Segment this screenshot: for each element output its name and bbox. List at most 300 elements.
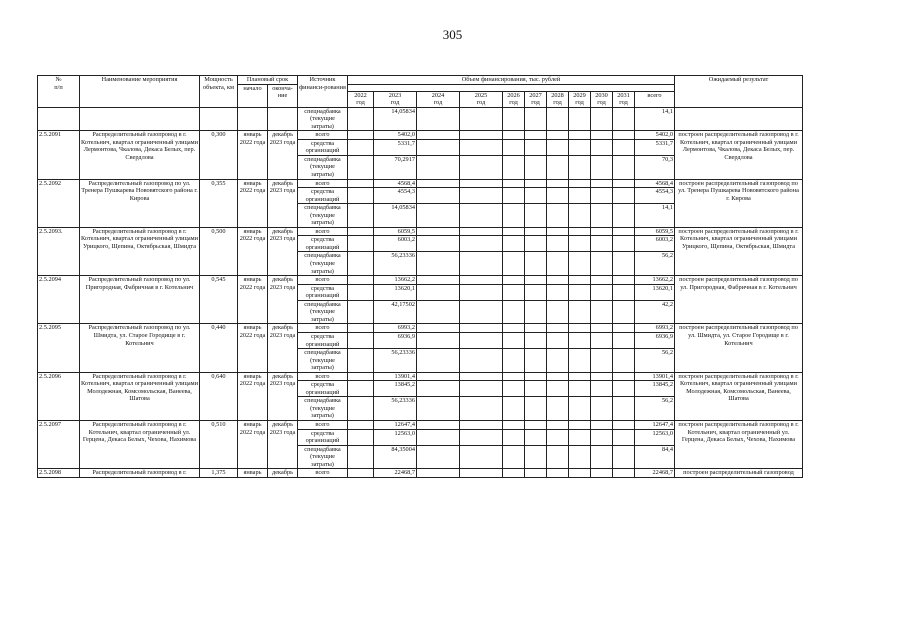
year-cell (348, 179, 374, 188)
year-cell (417, 445, 460, 469)
year-2023-cell: 6003,2 (374, 236, 417, 252)
source-cell: спецнадбавка (текущие затраты) (298, 300, 348, 324)
year-cell (591, 332, 613, 348)
year-cell (569, 445, 591, 469)
year-cell (547, 429, 569, 445)
item-result: построен распределительный газопровод в г. Котельнич, квартал ограниченный улицами Молодежная, Комсомольская, Ванеева, Шатова (675, 372, 803, 420)
year-cell (348, 188, 374, 204)
year-cell (525, 107, 547, 131)
total-cell: 6936,9 (635, 332, 675, 348)
item-capacity: 0,300 (200, 131, 238, 179)
year-cell (613, 188, 635, 204)
item-name: Распределительный газопровод по ул. Пригородная, Фабричная в г. Котельнич (80, 276, 200, 324)
year-cell (417, 332, 460, 348)
source-cell: всего (298, 324, 348, 333)
year-cell (348, 349, 374, 373)
year-cell (613, 469, 635, 478)
year-cell (613, 332, 635, 348)
year-cell (417, 188, 460, 204)
year-cell (348, 445, 374, 469)
year-cell (417, 420, 460, 429)
year-cell (460, 107, 503, 131)
source-cell: спецнадбавка (текущие затраты) (298, 107, 348, 131)
year-cell (569, 188, 591, 204)
year-cell (503, 276, 525, 285)
total-cell: 6993,2 (635, 324, 675, 333)
item-start: январь 2022 года (238, 179, 268, 227)
item-name: Распределительный газопровод в г. Котельнич, квартал ограниченный ул. Герцена, Декаса Белых, Чехова, Нахимова (80, 420, 200, 468)
item-name: Распределительный газопровод в г. Котельнич, квартал ограниченный улицами Урицкого, Щепина, Октябрьская, Шмидта (80, 227, 200, 275)
year-cell (547, 372, 569, 381)
year-cell (503, 349, 525, 373)
year-cell (525, 429, 547, 445)
item-result: построен распределительный газопровод по ул. Шмидта, ул. Старое Городище в г. Котельнич (675, 324, 803, 372)
year-2023-cell: 56,23336 (374, 349, 417, 373)
item-number: 2.5.2095 (38, 324, 80, 372)
year-2023-cell: 13845,2 (374, 381, 417, 397)
year-2023-cell: 5331,7 (374, 139, 417, 155)
year-2023-cell: 56,23336 (374, 252, 417, 276)
item-result: построен распределительный газопровод в г. Котельнич, квартал ограниченный ул. Герцена, Декаса Белых, Чехова, Нахимова (675, 420, 803, 468)
year-cell (460, 469, 503, 478)
year-cell (525, 179, 547, 188)
header-end: оконча-ние (268, 84, 298, 107)
year-cell (591, 204, 613, 228)
year-cell (503, 131, 525, 140)
year-cell (503, 252, 525, 276)
year-cell (348, 300, 374, 324)
total-cell: 13901,4 (635, 372, 675, 381)
year-cell (348, 332, 374, 348)
year-cell (460, 204, 503, 228)
item-number: 2.5.2098 (38, 469, 80, 478)
year-cell (503, 420, 525, 429)
year-cell (460, 227, 503, 236)
year-cell (503, 227, 525, 236)
item-result: построен распределительный газопровод (675, 469, 803, 478)
year-cell (591, 429, 613, 445)
year-cell (613, 179, 635, 188)
year-cell (569, 397, 591, 421)
year-cell (348, 252, 374, 276)
total-cell: 14,1 (635, 204, 675, 228)
year-cell (460, 324, 503, 333)
year-cell (348, 397, 374, 421)
year-cell (417, 131, 460, 140)
year-cell (417, 284, 460, 300)
year-cell (569, 300, 591, 324)
year-2023-cell: 13662,2 (374, 276, 417, 285)
year-cell (569, 107, 591, 131)
item-number: 2.5.2094 (38, 276, 80, 324)
year-cell (591, 188, 613, 204)
source-cell: средства организаций (298, 332, 348, 348)
year-cell (569, 349, 591, 373)
year-cell (348, 139, 374, 155)
year-cell (460, 131, 503, 140)
year-cell (569, 372, 591, 381)
year-cell (348, 372, 374, 381)
item-start: январь 2022 года (238, 372, 268, 420)
year-cell (569, 284, 591, 300)
item-number: 2.5.2093. (38, 227, 80, 275)
year-cell (460, 188, 503, 204)
year-cell (417, 372, 460, 381)
year-cell (417, 349, 460, 373)
year-cell (569, 131, 591, 140)
year-cell (503, 155, 525, 179)
table-row (38, 227, 803, 236)
total-cell: 6059,5 (635, 227, 675, 236)
year-cell (417, 469, 460, 478)
item-start: январь 2022 года (238, 227, 268, 275)
year-cell (613, 445, 635, 469)
financing-table (37, 75, 803, 478)
table-row (38, 324, 803, 333)
year-cell (348, 276, 374, 285)
year-cell (525, 284, 547, 300)
year-cell (547, 179, 569, 188)
item-number: 2.5.2096 (38, 372, 80, 420)
year-cell (460, 284, 503, 300)
total-cell: 14,1 (635, 107, 675, 131)
year-2023-cell: 14,05834 (374, 107, 417, 131)
item-number: 2.5.2091 (38, 131, 80, 179)
year-cell (591, 276, 613, 285)
year-cell (613, 204, 635, 228)
year-2023-cell: 5402,0 (374, 131, 417, 140)
year-cell (460, 179, 503, 188)
total-cell: 5331,7 (635, 139, 675, 155)
year-cell (417, 397, 460, 421)
result-cell (675, 107, 803, 131)
year-cell (591, 349, 613, 373)
year-cell (569, 227, 591, 236)
year-cell (591, 300, 613, 324)
year-cell (547, 349, 569, 373)
year-cell (348, 227, 374, 236)
item-capacity: 0,500 (200, 227, 238, 275)
item-capacity: 0,545 (200, 276, 238, 324)
year-cell (460, 420, 503, 429)
year-cell (591, 284, 613, 300)
year-cell (569, 204, 591, 228)
year-cell (417, 324, 460, 333)
table-row (38, 420, 803, 429)
header-volume-spacer (348, 84, 675, 91)
year-cell (525, 420, 547, 429)
year-cell (460, 381, 503, 397)
item-end: декабрь 2023 года (268, 227, 298, 275)
year-cell (417, 429, 460, 445)
year-cell (525, 227, 547, 236)
header-year: 2030 год (591, 91, 613, 107)
item-capacity: 0,355 (200, 179, 238, 227)
item-capacity: 0,640 (200, 372, 238, 420)
header-num: № п/п (38, 76, 80, 108)
total-cell: 56,2 (635, 252, 675, 276)
year-2023-cell: 12647,4 (374, 420, 417, 429)
year-cell (348, 155, 374, 179)
year-cell (613, 372, 635, 381)
year-cell (569, 179, 591, 188)
year-cell (547, 276, 569, 285)
year-cell (591, 227, 613, 236)
source-cell: всего (298, 131, 348, 140)
year-cell (460, 236, 503, 252)
year-cell (348, 469, 374, 478)
source-cell: спецнадбавка (текущие затраты) (298, 204, 348, 228)
total-cell: 13620,1 (635, 284, 675, 300)
year-cell (503, 372, 525, 381)
header-deadline: Плановый срок (238, 76, 298, 85)
year-cell (613, 397, 635, 421)
source-cell: средства организаций (298, 284, 348, 300)
item-end: декабрь (268, 469, 298, 478)
year-cell (348, 204, 374, 228)
table-row (38, 469, 803, 478)
year-2023-cell: 70,2917 (374, 155, 417, 179)
year-cell (525, 381, 547, 397)
item-capacity: 1,375 (200, 469, 238, 478)
item-result: построен распределительный газопровод в г. Котельнич, квартал ограниченный улицами Урицкого, Щепина, Октябрьская, Шмидта (675, 227, 803, 275)
total-cell: 5402,0 (635, 131, 675, 140)
empty-cell (238, 107, 268, 131)
source-cell: всего (298, 179, 348, 188)
year-cell (417, 227, 460, 236)
year-cell (569, 429, 591, 445)
source-cell: спецнадбавка (текущие затраты) (298, 445, 348, 469)
year-cell (503, 324, 525, 333)
year-cell (591, 324, 613, 333)
year-cell (591, 469, 613, 478)
year-cell (613, 107, 635, 131)
header-year: 2026 год (503, 91, 525, 107)
year-cell (613, 300, 635, 324)
item-start: январь 2022 года (238, 276, 268, 324)
year-2023-cell: 6993,2 (374, 324, 417, 333)
year-cell (460, 332, 503, 348)
year-cell (569, 381, 591, 397)
year-2023-cell: 6936,9 (374, 332, 417, 348)
year-2023-cell: 13620,1 (374, 284, 417, 300)
total-cell: 22468,7 (635, 469, 675, 478)
header-year: 2023 год (374, 91, 417, 107)
year-cell (547, 252, 569, 276)
year-cell (613, 155, 635, 179)
year-cell (613, 420, 635, 429)
item-end: декабрь 2023 года (268, 276, 298, 324)
year-2023-cell: 84,35004 (374, 445, 417, 469)
empty-cell (200, 107, 238, 131)
year-cell (591, 179, 613, 188)
year-cell (460, 397, 503, 421)
year-cell (348, 381, 374, 397)
header-name: Наименование мероприятия (80, 76, 200, 108)
year-cell (525, 332, 547, 348)
year-cell (591, 236, 613, 252)
year-cell (547, 107, 569, 131)
year-cell (569, 155, 591, 179)
item-start: январь (238, 469, 268, 478)
year-cell (547, 324, 569, 333)
year-cell (591, 445, 613, 469)
item-capacity: 0,510 (200, 420, 238, 468)
year-cell (525, 397, 547, 421)
year-cell (503, 107, 525, 131)
item-name: Распределительный газопровод в г. Котельнич, квартал ограниченный улицами Лермонтова, Чкалова, Декаса Белых, пер. Свердлова (80, 131, 200, 179)
total-cell: 13662,2 (635, 276, 675, 285)
year-cell (348, 420, 374, 429)
item-number: 2.5.2097 (38, 420, 80, 468)
year-cell (460, 139, 503, 155)
year-cell (547, 332, 569, 348)
item-end: декабрь 2023 года (268, 179, 298, 227)
source-cell: средства организаций (298, 188, 348, 204)
source-cell: средства организаций (298, 429, 348, 445)
header-year: 2029 год (569, 91, 591, 107)
item-end: декабрь 2023 года (268, 420, 298, 468)
header-volume: Объем финансирования, тыс. рублей (348, 76, 675, 85)
source-cell: всего (298, 420, 348, 429)
total-cell: 6003,2 (635, 236, 675, 252)
year-cell (569, 236, 591, 252)
year-cell (613, 252, 635, 276)
year-cell (569, 252, 591, 276)
year-cell (569, 139, 591, 155)
year-cell (503, 445, 525, 469)
header-start: начало (238, 84, 268, 107)
year-cell (460, 349, 503, 373)
year-cell (417, 300, 460, 324)
source-cell: средства организаций (298, 381, 348, 397)
year-cell (547, 381, 569, 397)
year-cell (569, 332, 591, 348)
year-cell (547, 227, 569, 236)
source-cell: спецнадбавка (текущие затраты) (298, 397, 348, 421)
year-cell (547, 469, 569, 478)
item-capacity: 0,440 (200, 324, 238, 372)
empty-cell (38, 107, 80, 131)
year-cell (525, 324, 547, 333)
source-cell: спецнадбавка (текущие затраты) (298, 349, 348, 373)
table-row (38, 179, 803, 188)
page-number: 305 (442, 27, 463, 42)
year-cell (460, 300, 503, 324)
source-cell: всего (298, 469, 348, 478)
year-cell (547, 420, 569, 429)
source-cell: всего (298, 227, 348, 236)
table-body (38, 107, 803, 477)
year-cell (417, 155, 460, 179)
year-cell (460, 429, 503, 445)
year-cell (591, 252, 613, 276)
year-cell (569, 324, 591, 333)
year-cell (613, 276, 635, 285)
year-cell (591, 139, 613, 155)
year-cell (525, 349, 547, 373)
year-cell (348, 429, 374, 445)
year-cell (547, 236, 569, 252)
total-cell: 56,2 (635, 349, 675, 373)
item-number: 2.5.2092 (38, 179, 80, 227)
year-cell (460, 372, 503, 381)
year-cell (591, 155, 613, 179)
item-result: построен распределительный газопровод по ул. Тренера Пушкарева Нововятского района г. Кирова (675, 179, 803, 227)
header-year: всего (635, 91, 675, 107)
year-cell (417, 276, 460, 285)
year-cell (348, 284, 374, 300)
year-cell (547, 131, 569, 140)
year-cell (547, 204, 569, 228)
item-end: декабрь 2023 года (268, 131, 298, 179)
year-cell (613, 349, 635, 373)
year-cell (348, 324, 374, 333)
table-row (38, 276, 803, 285)
header-year: 2024 год (417, 91, 460, 107)
source-cell: всего (298, 276, 348, 285)
year-cell (591, 372, 613, 381)
year-cell (525, 469, 547, 478)
year-cell (460, 445, 503, 469)
year-2023-cell: 4568,4 (374, 179, 417, 188)
year-cell (613, 236, 635, 252)
year-2023-cell: 14,05834 (374, 204, 417, 228)
year-cell (569, 420, 591, 429)
total-cell: 42,2 (635, 300, 675, 324)
year-cell (348, 131, 374, 140)
source-cell: всего (298, 372, 348, 381)
year-cell (525, 188, 547, 204)
total-cell: 12563,0 (635, 429, 675, 445)
year-2023-cell: 42,17502 (374, 300, 417, 324)
item-name: Распределительный газопровод по ул. Шмидта, ул. Старое Городище в г. Котельнич (80, 324, 200, 372)
year-cell (591, 381, 613, 397)
source-cell: средства организаций (298, 139, 348, 155)
year-cell (503, 469, 525, 478)
item-start: январь 2022 года (238, 420, 268, 468)
year-cell (613, 227, 635, 236)
total-cell: 4568,4 (635, 179, 675, 188)
total-cell: 70,3 (635, 155, 675, 179)
year-cell (525, 300, 547, 324)
item-name: Распределительный газопровод в г. (80, 469, 200, 478)
header-row-1 (38, 76, 803, 85)
year-cell (525, 139, 547, 155)
header-year: 2031 год (613, 91, 635, 107)
year-cell (503, 188, 525, 204)
item-start: январь 2022 года (238, 324, 268, 372)
empty-cell (80, 107, 200, 131)
year-cell (503, 300, 525, 324)
total-cell: 13845,2 (635, 381, 675, 397)
year-cell (417, 236, 460, 252)
year-cell (525, 236, 547, 252)
year-cell (547, 139, 569, 155)
year-2023-cell: 6059,5 (374, 227, 417, 236)
year-2023-cell: 22468,7 (374, 469, 417, 478)
year-cell (460, 252, 503, 276)
year-cell (591, 131, 613, 140)
year-cell (503, 397, 525, 421)
total-cell: 56,2 (635, 397, 675, 421)
source-cell: спецнадбавка (текущие затраты) (298, 252, 348, 276)
year-cell (348, 107, 374, 131)
year-cell (613, 131, 635, 140)
year-2023-cell: 56,23336 (374, 397, 417, 421)
year-cell (460, 276, 503, 285)
year-cell (613, 429, 635, 445)
